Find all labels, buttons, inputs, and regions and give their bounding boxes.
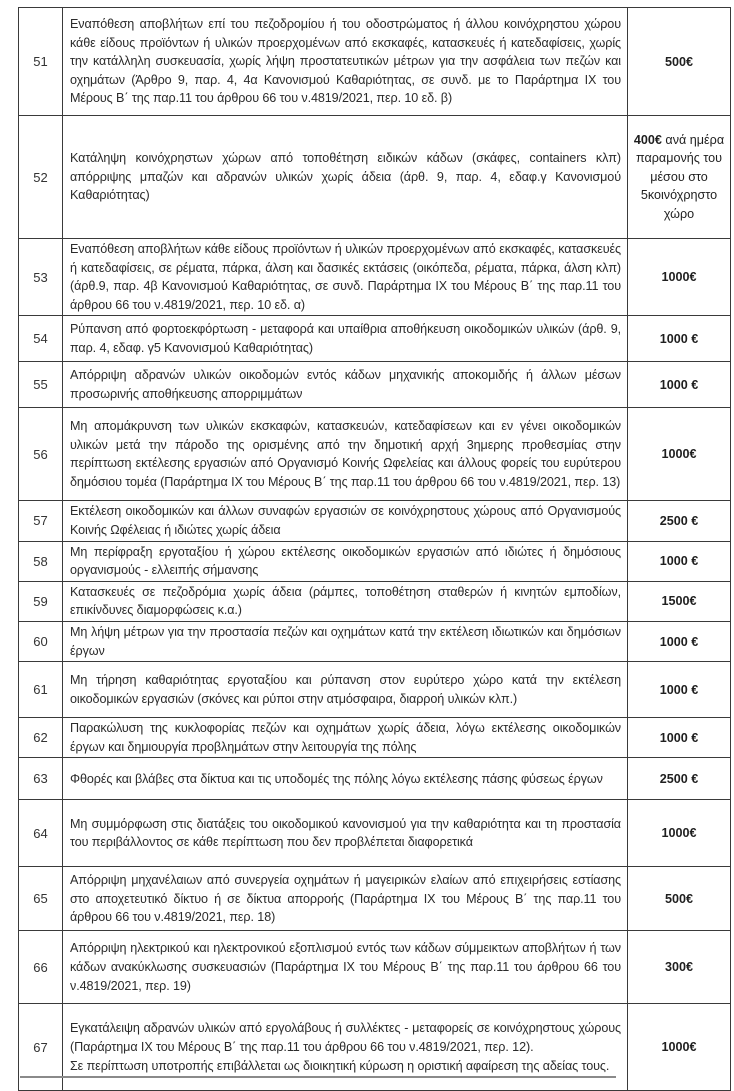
fine-amount: 500€ <box>628 8 731 116</box>
table-row <box>19 408 731 501</box>
table-row <box>19 581 731 621</box>
table-row <box>19 316 731 362</box>
fine-amount-note: ανά ημέρα παραμονής του μέσου στο 5κοινόχρηστο χώρο <box>635 132 725 221</box>
fine-amount: 1000 € <box>628 316 731 362</box>
fines-table <box>18 7 731 1091</box>
table-row <box>19 758 731 800</box>
row-number: 67 <box>19 1004 63 1091</box>
row-number: 52 <box>19 116 63 239</box>
bottom-divider <box>20 1076 616 1078</box>
violation-description: Μη λήψη μέτρων για την προστασία πεζών και οχημάτων κατά την εκτέλεση ιδιωτικών και δημόσιων έργων <box>63 621 628 661</box>
violation-description: Εναπόθεση αποβλήτων επί του πεζοδρομίου ή του οδοστρώματος ή άλλου κοινόχρηστου χώρου κάθε είδους προϊόντων ή υλικών προερχομένων από εκσκαφές, κατασκευές ή κατεδαφίσεις, χωρίς την κατάλληλη συσκευασία, χωρίς λήψη προστατευτικών μέτρων για την ασφάλεια των πεζών και οχημάτων (Άρθρο 9, παρ. 4, 4α Κανονισμού Καθαριότητας, σε συνδ. με το Παράρτημα IX του Μέρους Β΄ της παρ.11 του άρθρου 66 του ν.4819/2021, περ. 10 εδ. β) <box>63 8 628 116</box>
violation-description: Ρύπανση από φορτοεκφόρτωση - μεταφορά και υπαίθρια αποθήκευση οικοδομικών υλικών (άρθ. 9, παρ. 4, εδαφ. γ5 Κανονισμού Καθαριότητας) <box>63 316 628 362</box>
fine-amount-value: 400€ <box>633 132 662 147</box>
table-row <box>19 867 731 931</box>
violation-description: Μη συμμόρφωση στις διατάξεις του οικοδομικού κανονισμού για την καθαριότητα και τη προστασία του περιβάλλοντος σε κάθε περίπτωση που δεν προβλέπεται διαφορετικά <box>63 800 628 867</box>
violation-description: Κατάληψη κοινόχρηστων χώρων από τοποθέτηση ειδικών κάδων (σκάφες, containers κλπ) απόρριψης μπαζών και αδρανών υλικών χωρίς άδεια (άρθ. 9, παρ. 4, εδαφ.γ Κανονισμού Καθαριότητας) <box>63 116 628 239</box>
violation-description: Κατασκευές σε πεζοδρόμια χωρίς άδεια (ράμπες, τοποθέτηση σταθερών ή κινητών εμποδίων, επικίνδυνες διαμορφώσεις κ.α.) <box>63 581 628 621</box>
fine-amount: 2500 € <box>628 758 731 800</box>
table-row <box>19 239 731 316</box>
violation-description: Μη απομάκρυνση των υλικών εκσκαφών, κατασκευών, κατεδαφίσεων και εν γένει οικοδομικών υλικών μετά την πάροδο της ορισμένης από την δημοτική αρχή 3ημερης προθεσμίας στην περίπτωση εκτέλεσης εργασιών από Οργανισμό Κοινής Ωφελείας και άλλους φορείς του ευρύτερου δημόσιου τομέα (Παράρτημα IX του Μέρους Β΄ της παρ.11 του άρθρου 66 του ν.4819/2021, περ. 13) <box>63 408 628 501</box>
row-number: 62 <box>19 718 63 758</box>
description-line: Απόρριψη ηλεκτρικού και ηλεκτρονικού εξοπλισμού εντός των κάδων σύμμεικτων αποβλήτων ή των <box>70 941 621 956</box>
table-row <box>19 501 731 541</box>
row-number: 55 <box>19 362 63 408</box>
fine-amount: 1000€ <box>628 408 731 501</box>
violation-description: Φθορές και βλάβες στα δίκτυα και τις υποδομές της πόλης λόγω εκτέλεσης πάσης φύσεως έργων <box>63 758 628 800</box>
violation-description: Παρακώλυση της κυκλοφορίας πεζών και οχημάτων χωρίς άδεια, λόγω εκτέλεσης οικοδομικών έργων και δημιουργία προβλημάτων στην λειτουργία της πόλης <box>63 718 628 758</box>
row-number: 54 <box>19 316 63 362</box>
fine-amount: 500€ <box>628 867 731 931</box>
table-row <box>19 931 731 1004</box>
description-line: Σε περίπτωση υποτροπής επιβάλλεται ως διοικητική κύρωση η οριστική αφαίρεση της αδείας τους. <box>70 1058 610 1073</box>
fine-amount: 1000 € <box>628 541 731 581</box>
fine-amount: 1000€ <box>628 800 731 867</box>
table-row <box>19 718 731 758</box>
fine-amount: 1500€ <box>628 581 731 621</box>
table-row <box>19 116 731 239</box>
table-row <box>19 8 731 116</box>
row-number: 57 <box>19 501 63 541</box>
description-line: κάδων ανακύκλωσης συσκευασιών (Παράρτημα IX του Μέρους Β΄ της παρ.11 του άρθρου 66 του ν.4819/2021, περ. 19) <box>70 960 621 993</box>
fine-amount <box>628 116 731 239</box>
row-number: 61 <box>19 662 63 718</box>
row-number: 59 <box>19 581 63 621</box>
violation-description: Μη περίφραξη εργοταξίου ή χώρου εκτέλεσης οικοδομικών εργασιών από ιδιώτες ή δημόσιους οργανισμούς - ελλειπής σήμανσης <box>63 541 628 581</box>
row-number: 56 <box>19 408 63 501</box>
row-number: 65 <box>19 867 63 931</box>
row-number: 66 <box>19 931 63 1004</box>
violation-description: Απόρριψη μηχανέλαιων από συνεργεία οχημάτων ή μαγειρικών ελαίων από επιχειρήσεις εστίασης στο αποχετευτικό δίκτυο ή σε δίκτυα απορροής (Παράρτημα IX του Μέρους Β΄ της παρ.11 του άρθρου 66 του ν.4819/2021, περ. 18) <box>63 867 628 931</box>
fine-amount: 1000 € <box>628 662 731 718</box>
table-row <box>19 541 731 581</box>
row-number: 60 <box>19 621 63 661</box>
row-number: 51 <box>19 8 63 116</box>
fine-amount: 1000€ <box>628 239 731 316</box>
violation-description: Απόρριψη αδρανών υλικών οικοδομών εντός κάδων μηχανικής αποκομιδής ή άλλων μέσων προσωρινής αποθήκευσης απορριμμάτων <box>63 362 628 408</box>
row-number: 58 <box>19 541 63 581</box>
fine-amount: 1000 € <box>628 362 731 408</box>
violation-description: Εκτέλεση οικοδομικών και άλλων συναφών εργασιών σε κοινόχρηστους χώρους από Οργανισμούς Κοινής Ωφέλειας ή ιδιώτες χωρίς άδεια <box>63 501 628 541</box>
table-row <box>19 800 731 867</box>
row-number: 64 <box>19 800 63 867</box>
table-row <box>19 362 731 408</box>
violation-description: Εναπόθεση αποβλήτων κάθε είδους προϊόντων ή υλικών προερχομένων από εκσκαφές, κατασκευές ή κατεδαφίσεις, σε ρέματα, πάρκα, άλση και δασικές εκτάσεις (οικόπεδα, ρέματα, πάρκα, άλση κλπ) (άρθ.9, παρ. 4β Κανονισμού Καθαριότητας, σε συνδ. Παράρτημα IX του Μέρους Β΄ της παρ.11 του άρθρου 66 του ν.4819/2021, περ. 10 εδ. α) <box>63 239 628 316</box>
table-row <box>19 662 731 718</box>
violation-description <box>63 931 628 1004</box>
description-line: Εγκατάλειψη αδρανών υλικών από εργολάβους ή συλλέκτες - μεταφορείς σε κοινόχρηστους χώρους (Παράρτημα IX του Μέρους Β΄ της παρ.11 του άρθρου 66 του ν.4819/2021, περ. 12). <box>70 1021 621 1055</box>
fine-amount: 1000€ <box>628 1004 731 1091</box>
fine-amount: 2500 € <box>628 501 731 541</box>
table-row <box>19 621 731 661</box>
fine-amount: 1000 € <box>628 718 731 758</box>
row-number: 53 <box>19 239 63 316</box>
fine-amount: 1000 € <box>628 621 731 661</box>
fine-amount: 300€ <box>628 931 731 1004</box>
violation-description: Μη τήρηση καθαριότητας εργοταξίου και ρύπανση στον ευρύτερο χώρο κατά την εκτέλεση οικοδομικών εργασιών (σκόνες και ρύποι στην ατμόσφαιρα, διαρροή υλικών κλπ.) <box>63 662 628 718</box>
row-number: 63 <box>19 758 63 800</box>
